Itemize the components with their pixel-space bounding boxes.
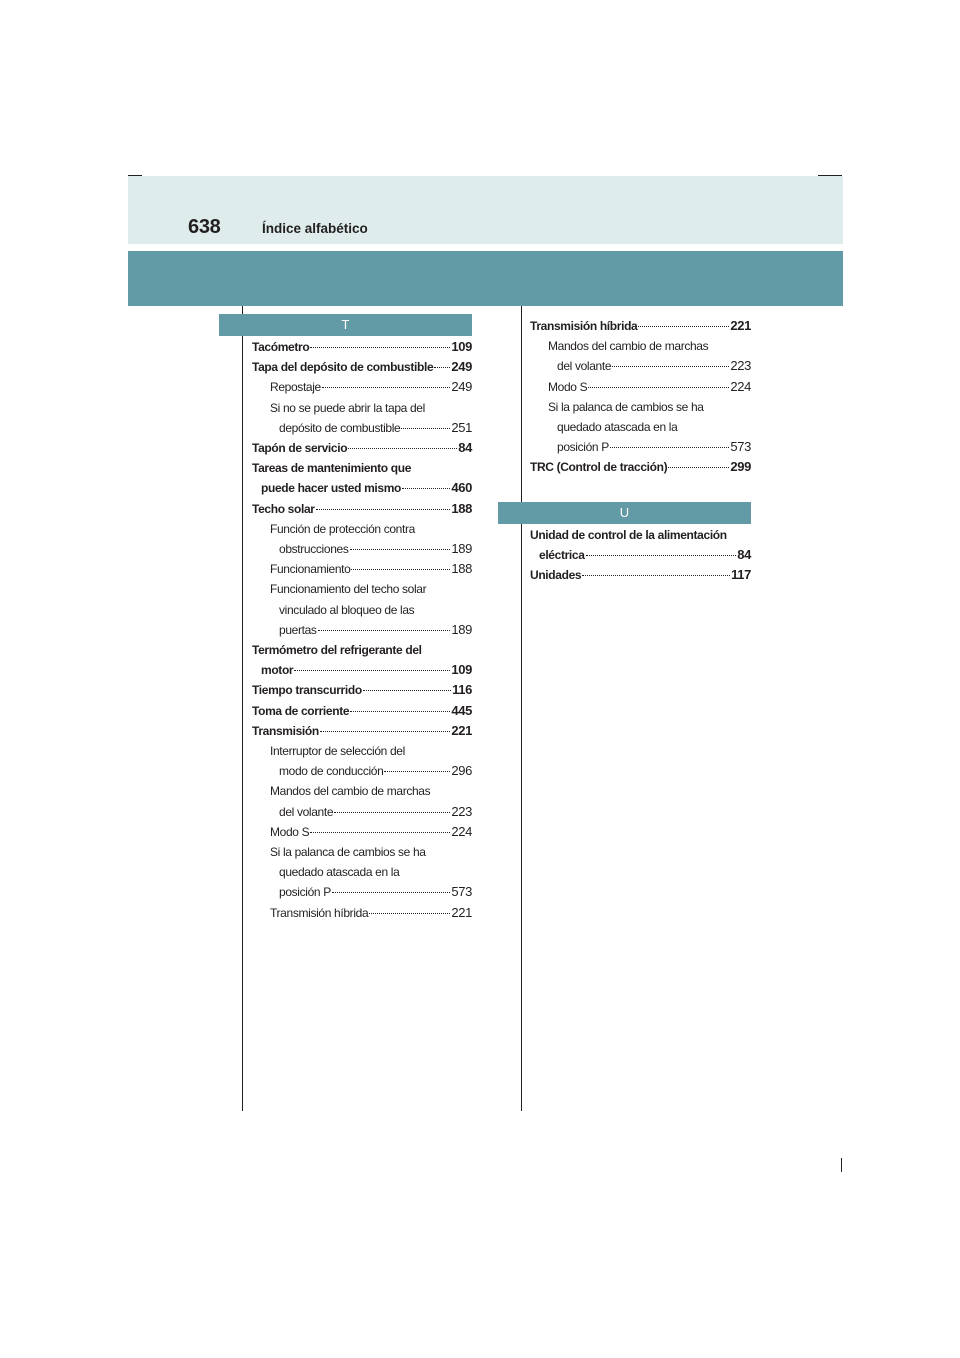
page-title: Índice alfabético [262, 221, 368, 236]
index-entry-label: Unidades [530, 568, 582, 583]
index-entry [252, 882, 472, 902]
index-entry-label: Termómetro del refrigerante del [252, 643, 422, 658]
index-entry-page: 249 [451, 359, 472, 375]
index-entry-label: obstrucciones [279, 542, 349, 557]
index-entry [530, 316, 751, 336]
index-entry-label: Mandos del cambio de marchas [270, 784, 431, 799]
index-entry-label: Modo S [548, 379, 588, 394]
index-entry-label: Tapa del depósito de combustible [252, 360, 434, 375]
index-entry-label: Transmisión [252, 723, 319, 738]
index-entry-label: Función de protección contra [270, 521, 415, 536]
dot-leader [320, 721, 451, 732]
index-entry-label: posición P [279, 885, 331, 900]
index-entry [252, 600, 472, 620]
index-entry-label: quedado atascada en la [557, 420, 678, 435]
index-entry-label: vinculado al bloqueo de las [279, 602, 415, 617]
dot-leader [322, 377, 450, 388]
dot-leader [363, 680, 451, 691]
index-entry-label: TRC (Control de tracción) [530, 460, 668, 475]
dot-leader [586, 545, 737, 556]
index-entry-label: Unidad de control de la alimentación [530, 528, 727, 542]
index-entry-label: quedado atascada en la [279, 865, 400, 880]
index-entry [252, 499, 472, 519]
dot-leader [351, 559, 450, 570]
entry-list [530, 316, 751, 478]
dot-leader [668, 457, 729, 468]
index-column-right-u [498, 502, 751, 586]
index-entry-label: Tapón de servicio [252, 441, 348, 456]
index-entry-label: eléctrica [539, 548, 585, 563]
dot-leader [334, 802, 450, 813]
header-band [128, 251, 843, 306]
index-entry-label: del volante [557, 359, 612, 374]
dot-leader [294, 660, 450, 671]
dot-leader [434, 357, 450, 368]
index-entry [252, 701, 472, 721]
index-entry-page: 188 [451, 500, 472, 516]
index-entry [530, 545, 751, 565]
index-entry-label: puertas [279, 622, 317, 637]
index-entry [252, 842, 472, 862]
index-entry-page: 223 [451, 803, 472, 819]
index-entry-label: Transmisión híbrida [530, 319, 638, 333]
dot-leader [310, 822, 450, 833]
index-column-right [530, 316, 751, 478]
index-entry [252, 559, 472, 579]
dot-leader [350, 701, 450, 712]
index-entry-page: 188 [451, 561, 472, 577]
dot-leader [638, 316, 729, 327]
page-number: 638 [188, 216, 221, 238]
dot-leader [582, 565, 730, 576]
index-entry-label: motor [261, 663, 294, 678]
index-entry [252, 781, 472, 801]
index-entry-label: puede hacer usted mismo [261, 481, 401, 496]
index-entry [252, 478, 472, 498]
index-entry-label: del volante [279, 804, 334, 819]
index-entry [252, 539, 472, 559]
index-entry [530, 437, 751, 457]
index-entry [530, 356, 751, 376]
index-entry-page: 116 [452, 682, 472, 698]
index-entry-label: Techo solar [252, 501, 315, 516]
dot-leader [401, 418, 450, 429]
index-entry-label: Tareas de mantenimiento que [252, 461, 412, 476]
dot-leader [588, 377, 729, 388]
dot-leader [612, 356, 729, 367]
index-entry-page: 249 [451, 379, 472, 395]
index-entry-page: 224 [451, 823, 472, 839]
dot-leader [350, 539, 451, 550]
index-entry [530, 565, 751, 585]
index-entry-label: Tacómetro [252, 340, 310, 354]
index-entry-page: 296 [451, 763, 472, 779]
index-entry-label: Mandos del cambio de marchas [548, 339, 709, 354]
index-entry-page: 573 [730, 439, 751, 455]
index-entry [252, 438, 472, 458]
index-entry [530, 377, 751, 397]
index-entry-page: 445 [451, 702, 472, 718]
index-entry [252, 640, 472, 660]
index-entry-page: 109 [451, 662, 472, 678]
index-entry-label: Tiempo transcurrido [252, 683, 362, 698]
index-entry [252, 620, 472, 640]
index-entry-label: depósito de combustible [279, 420, 401, 435]
index-entry-page: 573 [451, 884, 472, 900]
index-entry-page: 221 [451, 904, 472, 920]
index-entry-page: 84 [458, 440, 472, 456]
dot-leader [402, 478, 450, 489]
index-entry-page: 109 [451, 339, 472, 354]
index-entry-label: Interruptor de selección del [270, 744, 405, 759]
index-entry [530, 336, 751, 356]
index-entry-label: Modo S [270, 824, 310, 839]
index-entry-label: Toma de corriente [252, 703, 350, 718]
index-entry [530, 417, 751, 437]
index-entry [252, 721, 472, 741]
index-entry-page: 251 [451, 419, 472, 435]
index-entry-label: Transmisión híbrida [270, 905, 369, 920]
index-entry-label: Si no se puede abrir la tapa del [270, 400, 425, 415]
crop-mark [841, 1158, 842, 1172]
index-entry [252, 579, 472, 599]
index-entry [530, 525, 751, 545]
index-entry [252, 680, 472, 700]
index-entry [252, 862, 472, 882]
index-entry-label: modo de conducción [279, 764, 384, 779]
index-entry [252, 519, 472, 539]
index-entry [252, 398, 472, 418]
index-entry-page: 299 [730, 459, 751, 475]
section-header-u: U [498, 502, 751, 524]
index-entry-page: 460 [451, 480, 472, 496]
index-entry [252, 903, 472, 923]
dot-leader [384, 761, 450, 772]
index-entry-page: 84 [737, 547, 751, 563]
dot-leader [332, 882, 450, 893]
index-entry [252, 822, 472, 842]
index-entry [252, 761, 472, 781]
index-entry [252, 741, 472, 761]
index-entry-page: 223 [730, 358, 751, 374]
index-entry-label: Repostaje [270, 380, 321, 395]
index-entry-label: Funcionamiento [270, 562, 351, 577]
dot-leader [610, 437, 729, 448]
page-header [128, 176, 843, 244]
index-entry [252, 660, 472, 680]
index-entry-label: Si la palanca de cambios se ha [548, 399, 704, 414]
index-entry-label: Funcionamiento del techo solar [270, 582, 427, 597]
dot-leader [316, 499, 451, 510]
index-entry [252, 377, 472, 397]
index-entry [530, 457, 751, 477]
index-column-left [219, 314, 472, 923]
index-entry-page: 189 [451, 621, 472, 637]
index-entry-label: posición P [557, 440, 609, 455]
column-rule [521, 306, 522, 1111]
index-entry-page: 221 [730, 318, 751, 333]
index-entry-page: 224 [730, 378, 751, 394]
index-entry-page: 117 [731, 567, 751, 583]
index-entry-page: 221 [451, 722, 472, 738]
entry-list [530, 525, 751, 586]
entry-list [252, 337, 472, 923]
index-entry-label: Si la palanca de cambios se ha [270, 845, 426, 860]
dot-leader [369, 903, 450, 914]
section-header-t: T [219, 314, 472, 336]
index-entry [252, 458, 472, 478]
dot-leader [348, 438, 457, 449]
dot-leader [310, 337, 450, 348]
index-entry [252, 418, 472, 438]
index-entry [252, 802, 472, 822]
dot-leader [318, 620, 451, 631]
index-entry [530, 397, 751, 417]
index-entry-page: 189 [451, 541, 472, 557]
index-entry [252, 357, 472, 377]
index-entry [252, 337, 472, 357]
